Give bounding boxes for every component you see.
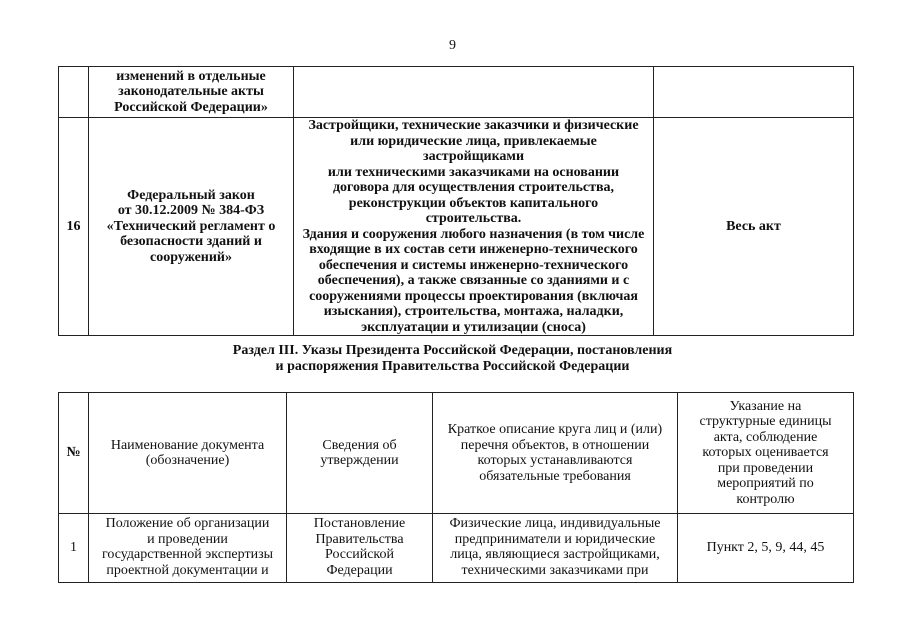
scope-cell: Весь акт bbox=[654, 118, 854, 336]
description-cell bbox=[294, 67, 654, 118]
table-row bbox=[59, 67, 854, 118]
page-number: 9 bbox=[449, 38, 456, 53]
table-row bbox=[59, 514, 854, 583]
structural-units-cell: Пункт 2, 5, 9, 44, 45 bbox=[678, 514, 854, 583]
section-title-line: Раздел III. Указы Президента Российской Федерации, постановления bbox=[232, 343, 673, 358]
scope-cell bbox=[654, 67, 854, 118]
table-header-row bbox=[59, 393, 854, 514]
table-row bbox=[59, 118, 854, 336]
header-description: Краткое описание круга лиц и (или) перечня объектов, в отношении которых устанавливаются обязательные требования bbox=[433, 393, 678, 514]
row-number-cell: 16 bbox=[59, 118, 89, 336]
description-cell: Застройщики, технические заказчики и физические или юридические лица, привлекаемые застройщиками или техническими заказчиками на основании договора для осуществления строительства, реконструкции объектов капитального строительства. Здания и сооружения любого назначения (в том числе входящие в их состав сети инженерно-технического обеспечения и системы инженерно-технического обеспечения), а также связанные со зданиями и с сооружениями процессы проектирования (включая изыскания), строительства, монтажа, наладки, эксплуатации и утилизации (сноса) bbox=[294, 118, 654, 336]
header-number: № bbox=[59, 393, 89, 514]
row-number-cell: 1 bbox=[59, 514, 89, 583]
header-structural-units: Указание на структурные единицы акта, соблюдение которых оценивается при проведении мероприятий по контролю bbox=[678, 393, 854, 514]
approval-cell: Постановление Правительства Российской Федерации bbox=[287, 514, 433, 583]
section-title-line: и распоряжения Правительства Российской Федерации bbox=[275, 359, 630, 374]
row-number-cell bbox=[59, 67, 89, 118]
requirements-table-top bbox=[58, 66, 854, 336]
description-cell: Физические лица, индивидуальные предприниматели и юридические лица, являющиеся застройщиками, техническими заказчиками при bbox=[433, 514, 678, 583]
header-approval: Сведения об утверждении bbox=[287, 393, 433, 514]
document-name-cell: изменений в отдельные законодательные акты Российской Федерации» bbox=[89, 67, 294, 118]
document-name-cell: Положение об организации и проведении государственной экспертизы проектной документации и bbox=[89, 514, 287, 583]
header-document-name: Наименование документа (обозначение) bbox=[89, 393, 287, 514]
requirements-table-bottom bbox=[58, 392, 854, 583]
document-name-cell: Федеральный закон от 30.12.2009 № 384-ФЗ «Технический регламент о безопасности зданий и сооружений» bbox=[89, 118, 294, 336]
section-title bbox=[0, 343, 905, 375]
